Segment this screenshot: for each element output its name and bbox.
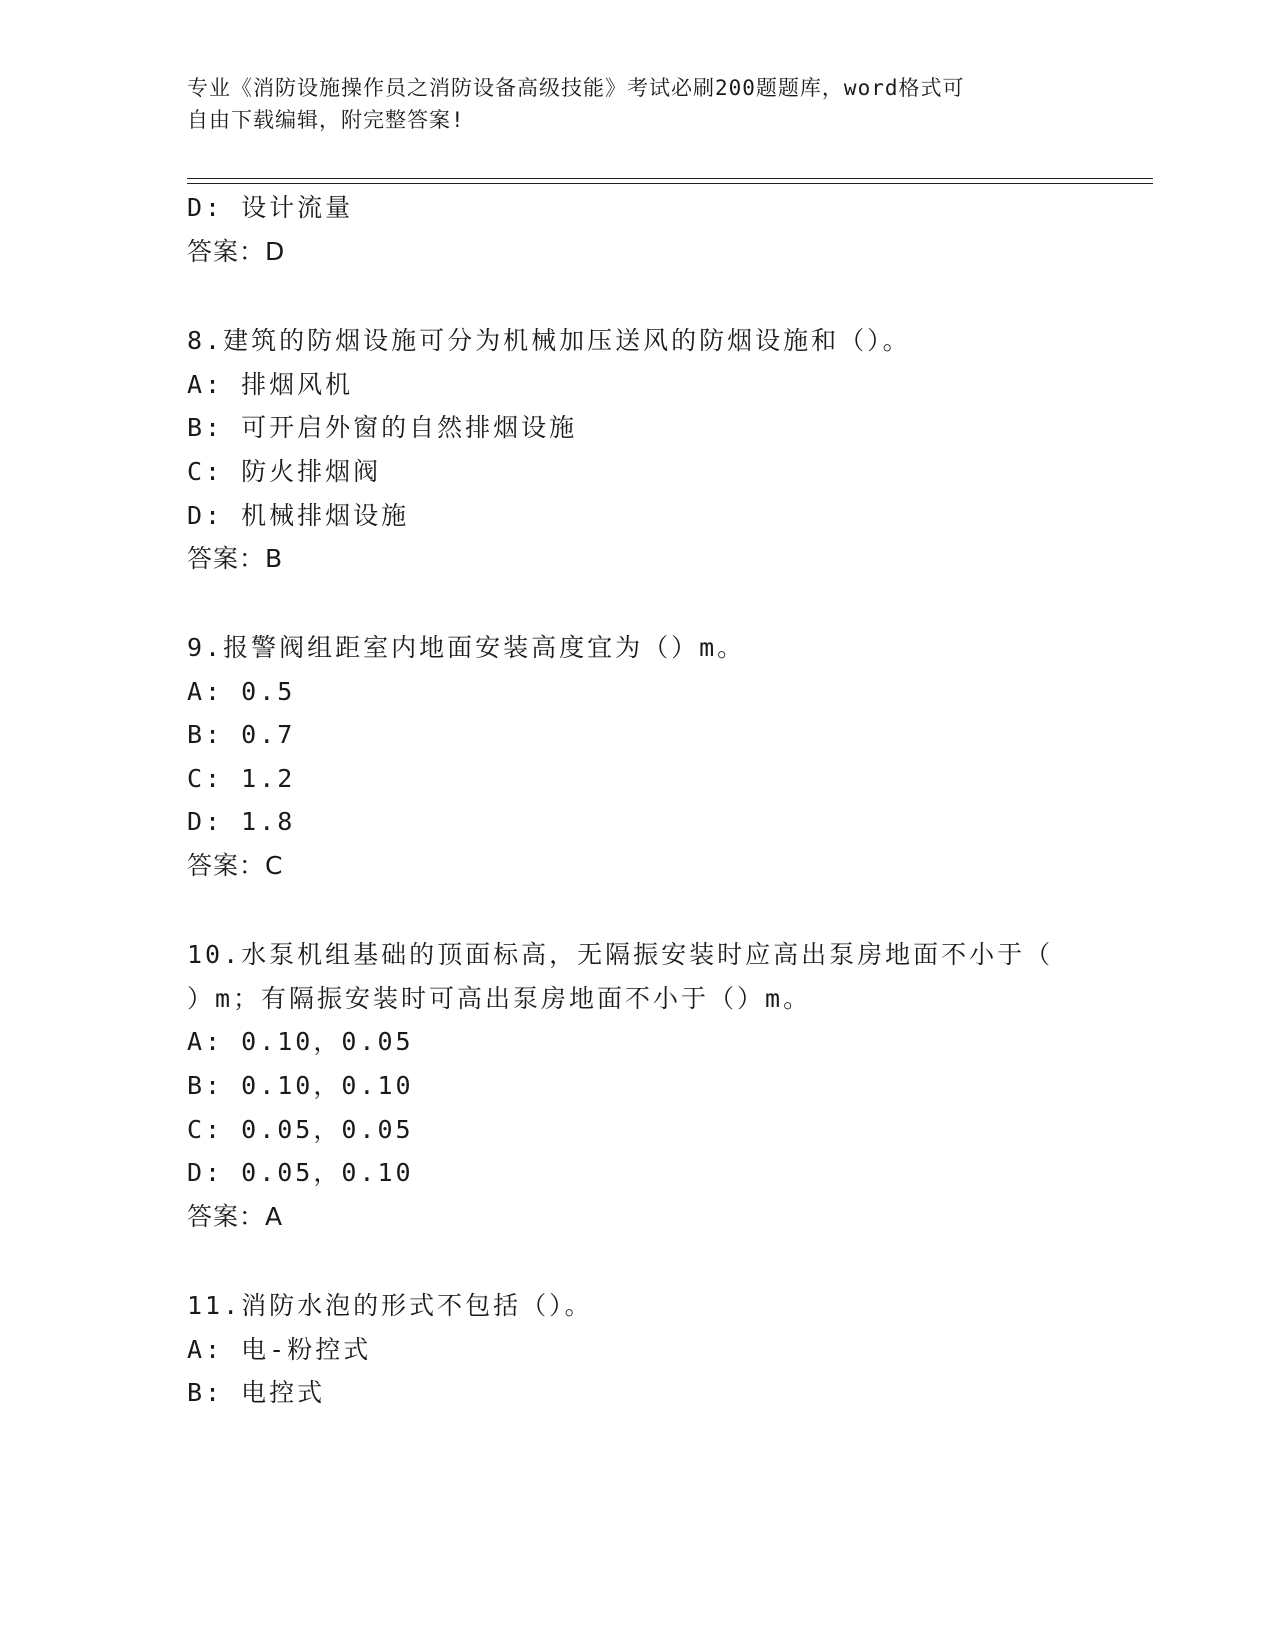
header-line-1: 专业《消防设施操作员之消防设备高级技能》考试必刷200题题库，word格式可 (187, 76, 965, 100)
option-d: D: 设计流量 (187, 193, 354, 222)
question-stem: 8.建筑的防烟设施可分为机械加压送风的防烟设施和（）。 (187, 326, 911, 355)
answer-label: 答案：A (187, 1202, 284, 1231)
option-d: D: 机械排烟设施 (187, 501, 410, 530)
header-line-2: 自由下载编辑，附完整答案! (187, 108, 465, 132)
question-stem: 9.报警阀组距室内地面安装高度宜为（）m。 (187, 633, 746, 662)
option-a: A: 排烟风机 (187, 370, 354, 399)
answer-label: 答案：C (187, 851, 284, 880)
header-divider-top (187, 178, 1153, 179)
option-c: C: 0.05，0.05 (187, 1115, 414, 1144)
option-a: A: 电-粉控式 (187, 1335, 372, 1364)
option-d: D: 0.05，0.10 (187, 1158, 414, 1187)
option-a: A: 0.10，0.05 (187, 1027, 414, 1056)
question-stem: 11.消防水泡的形式不包括（）。 (187, 1291, 593, 1320)
option-c: C: 1.2 (187, 764, 296, 793)
document-header (187, 72, 1087, 136)
header-divider-bottom (187, 183, 1153, 184)
answer-label: 答案：B (187, 544, 284, 573)
option-a: A: 0.5 (187, 677, 296, 706)
option-d: D: 1.8 (187, 807, 296, 836)
question-stem: 10.水泵机组基础的顶面标高，无隔振安装时应高出泵房地面不小于（ (187, 940, 1054, 969)
question-stem-continued: ）m；有隔振安装时可高出泵房地面不小于（）m。 (187, 984, 812, 1013)
option-b: B: 0.7 (187, 720, 296, 749)
option-c: C: 防火排烟阀 (187, 457, 382, 486)
option-b: B: 可开启外窗的自然排烟设施 (187, 413, 578, 442)
answer-label: 答案：D (187, 237, 286, 266)
option-b: B: 0.10，0.10 (187, 1071, 414, 1100)
option-b: B: 电控式 (187, 1378, 326, 1407)
